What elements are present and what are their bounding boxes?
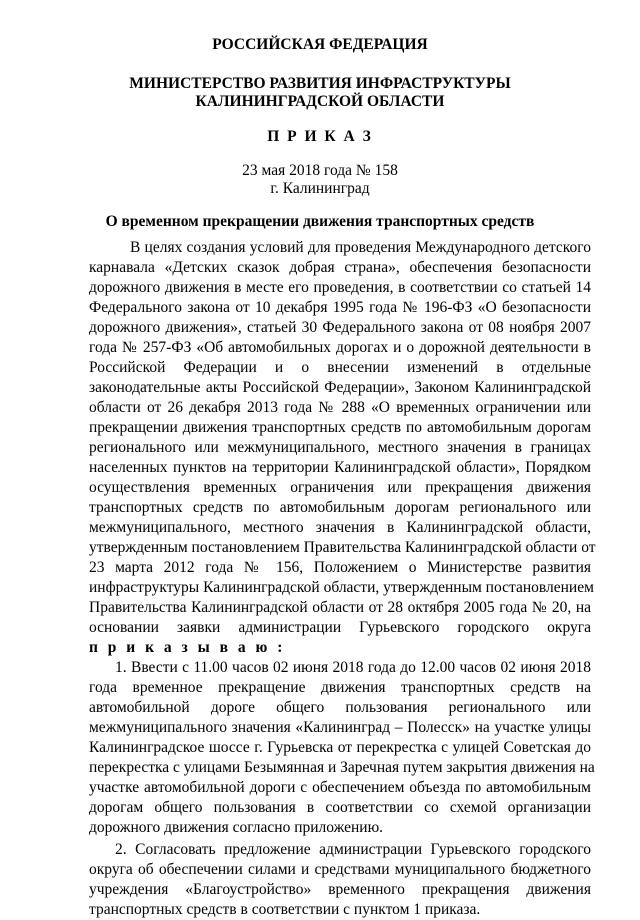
item-line: округа об обеспечении силами и средствами муниципального бюджетного [89,861,591,878]
preamble-line: транспортных средств по автомобильным дорогам регионального или [89,499,591,516]
preamble-line: регионального или межмуниципального, местного значения в границах [89,439,591,456]
preamble-line: населенных пунктов на территории Калининградской области», Порядком [89,459,591,476]
preamble-line: В целях создания условий для проведения Международного детского [130,239,591,256]
item-line: Калининградское шоссе г. Гурьевска от перекрестка с улицей Советская до [89,739,591,756]
document-title: О временном прекращении движения транспортных средств [105,213,535,230]
ministry-heading-line1: МИНИСТЕРСТВО РАЗВИТИЯ ИНФРАСТРУКТУРЫ [129,75,511,92]
preamble-line: Российской Федерации и о внесении изменений в отдельные [89,359,591,376]
preamble-line: дорожного движения», статьей 30 Федерального закона от 08 ноября 2007 [89,319,591,336]
item-line: учреждения «Благоустройство» временного прекращения движения [89,881,591,898]
preamble-line: законодательные акты Российской Федерации», Законом Калининградской [89,379,591,396]
date-and-number: 23 мая 2018 года № 158 [242,162,398,179]
item-line: транспортных средств в соответствии с пунктом 1 приказа. [89,901,481,918]
item-line: года временное прекращение движения транспортных средств на [89,679,591,696]
preamble-line: Правительства Калининградской области от 28 октября 2005 года № 20, на [89,599,591,616]
document-type-heading: П Р И К А З [267,128,373,145]
item-line: 2. Согласовать предложение администрации Гурьевского городского [115,841,591,858]
order-word: п р и к а з ы в а ю : [89,639,286,656]
preamble-line: 23 марта 2012 года № 156, Положением о Министерстве развития [89,559,591,576]
preamble-line: утвержденным постановлением Правительства Калининградской области от [89,539,596,556]
preamble-line: дорожного движения в месте его проведения, в соответствии со статьей 14 [89,279,591,296]
preamble-line: Федерального закона от 10 декабря 1995 года № 196-ФЗ «О безопасности [89,299,591,316]
item-line: дорогам общего пользования в соответствии со схемой организации [89,799,591,816]
city: г. Калининград [270,180,370,197]
preamble-line: года № 257-ФЗ «Об автомобильных дорогах и о дорожной деятельности в [89,339,591,356]
preamble-line: основании заявки администрации Гурьевского городского округа [89,619,591,636]
preamble-line: межмуниципального, местного значения в Калининградской области, [89,519,591,536]
preamble-line: осуществления временных ограничения или прекращения движения [89,479,591,496]
ministry-heading-line2: КАЛИНИНГРАДСКОЙ ОБЛАСТИ [195,93,445,110]
preamble-line: области от 26 декабря 2013 года № 288 «О временных ограничении или [89,399,591,416]
preamble-line: карнавала «Детских сказок добрая страна», обеспечения безопасности [89,259,591,276]
item-line: дорожного движения согласно приложению. [89,819,384,836]
item-line: автомобильной дороге общего пользования регионального или [89,699,591,716]
item-line: перекрестка с улицами Безымянная и Заречная путем закрытия движения на [89,759,595,776]
country-heading: РОССИЙСКАЯ ФЕДЕРАЦИЯ [212,36,428,53]
item-line: 1. Ввести с 11.00 часов 02 июня 2018 года до 12.00 часов 02 июня 2018 [115,659,591,676]
preamble-line: прекращении движения транспортных средств по автомобильным дорогам [89,419,591,436]
preamble-line: инфраструктуры Калининградской области, утвержденным постановлением [89,579,594,596]
item-line: участке автомобильной дороги с обеспечением объезда по автомобильным [89,779,591,796]
item-line: межмуниципального значения «Калининград – Полесск» на участке улицы [89,719,591,736]
